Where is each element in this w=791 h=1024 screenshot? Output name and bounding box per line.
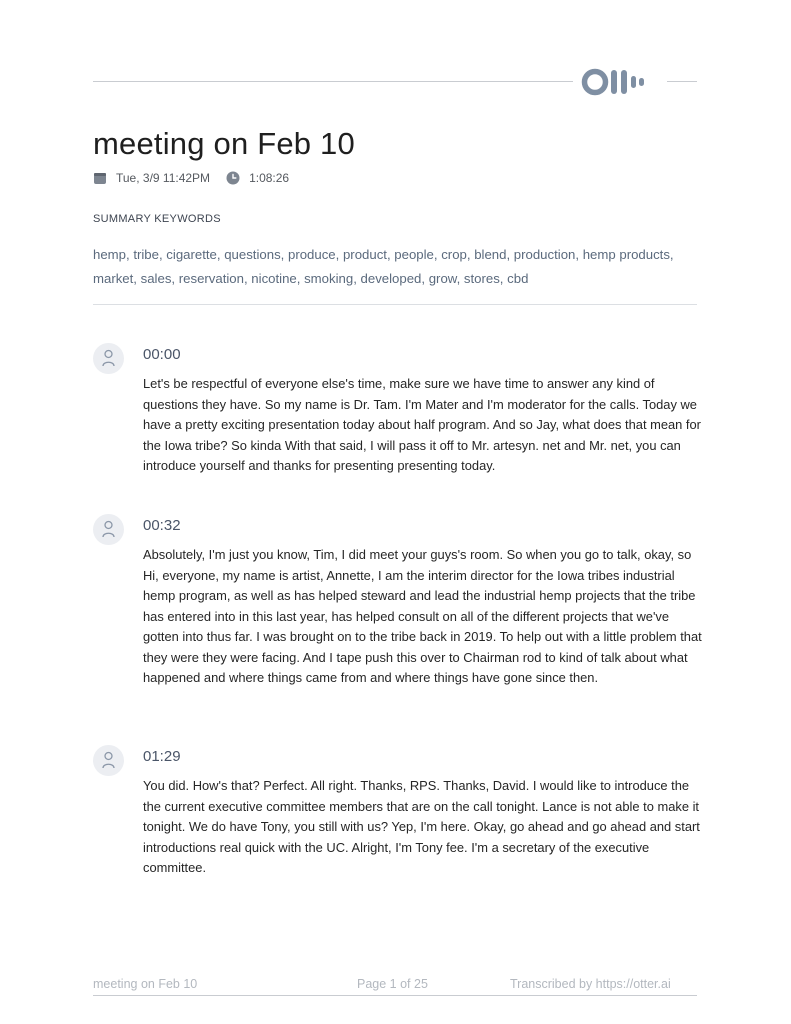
segment-text: Let's be respectful of everyone else's time, make sure we have time to answer any kind of questions they have. So my name is Dr. Tam. I'm Mater and I'm moderator for the calls. Today we have a pretty exciting presentation today about half program. And so Jay, what does that mean for the Iowa tribe? So kinda With that said, I will pass it off to Mr. artesyn. net and Mr. net, you can introduce yourself and thanks for presenting presenting today. [143, 376, 701, 473]
header-rule-right [667, 81, 697, 82]
page-number: Page 1 of 25 [357, 977, 428, 991]
otter-logo-icon [581, 66, 661, 98]
footer-rule [93, 995, 697, 996]
meeting-meta [93, 171, 289, 185]
calendar-icon [93, 171, 107, 185]
segment-timestamp: 00:00 [143, 346, 181, 363]
meeting-date: Tue, 3/9 11:42PM [116, 171, 211, 185]
person-icon [102, 520, 115, 538]
page-title: meeting on Feb 10 [93, 126, 355, 161]
person-icon [102, 751, 115, 769]
segment-timestamp: 01:29 [143, 748, 181, 765]
meeting-duration: 1:08:26 [249, 171, 290, 185]
avatar [93, 745, 124, 776]
header-rule [93, 81, 573, 82]
transcribed-by-link[interactable]: Transcribed by https://otter.ai [510, 977, 671, 991]
segment-text: Absolutely, I'm just you know, Tim, I did meet your guys's room. So when you go to talk, okay, so Hi, everyone, my name is artist, Annette, I am the interim director for the Iowa tribes industrial hemp program, as well as has helped steward and lead the industrial hemp projects that the tribe has entered into in this last year, has helped consult on all of the different projects that we've gotten into thus far. I was brought on to the tribe back in 2019. To help out with a little problem that they were they were facing. And I tape push this over to Chairman rod to kind of talk about what happened and where things came from and where things have gone since then. [143, 547, 702, 685]
clock-icon [226, 171, 240, 185]
segment-text: You did. How's that? Perfect. All right. Thanks, RPS. Thanks, David. I would like to introduce the the current executive committee members that are on the call tonight. Lance is not able to make it tonight. We do have Tony, you still with us? Yep, I'm here. Okay, go ahead and go ahead and start introductions real quick with the UC. Alright, I'm Tony fee. I'm a secretary of the executive committee. [143, 778, 700, 875]
section-divider [93, 304, 697, 305]
summary-keywords: hemp, tribe, cigarette, questions, produce, product, people, crop, blend, production, hemp products, market, sales, reservation, nicotine, smoking, developed, grow, stores, cbd [93, 247, 674, 286]
avatar [93, 343, 124, 374]
segment-timestamp: 00:32 [143, 517, 181, 534]
footer-title: meeting on Feb 10 [93, 977, 198, 991]
person-icon [102, 349, 115, 367]
avatar [93, 514, 124, 545]
summary-keywords-heading: SUMMARY KEYWORDS [93, 213, 221, 225]
